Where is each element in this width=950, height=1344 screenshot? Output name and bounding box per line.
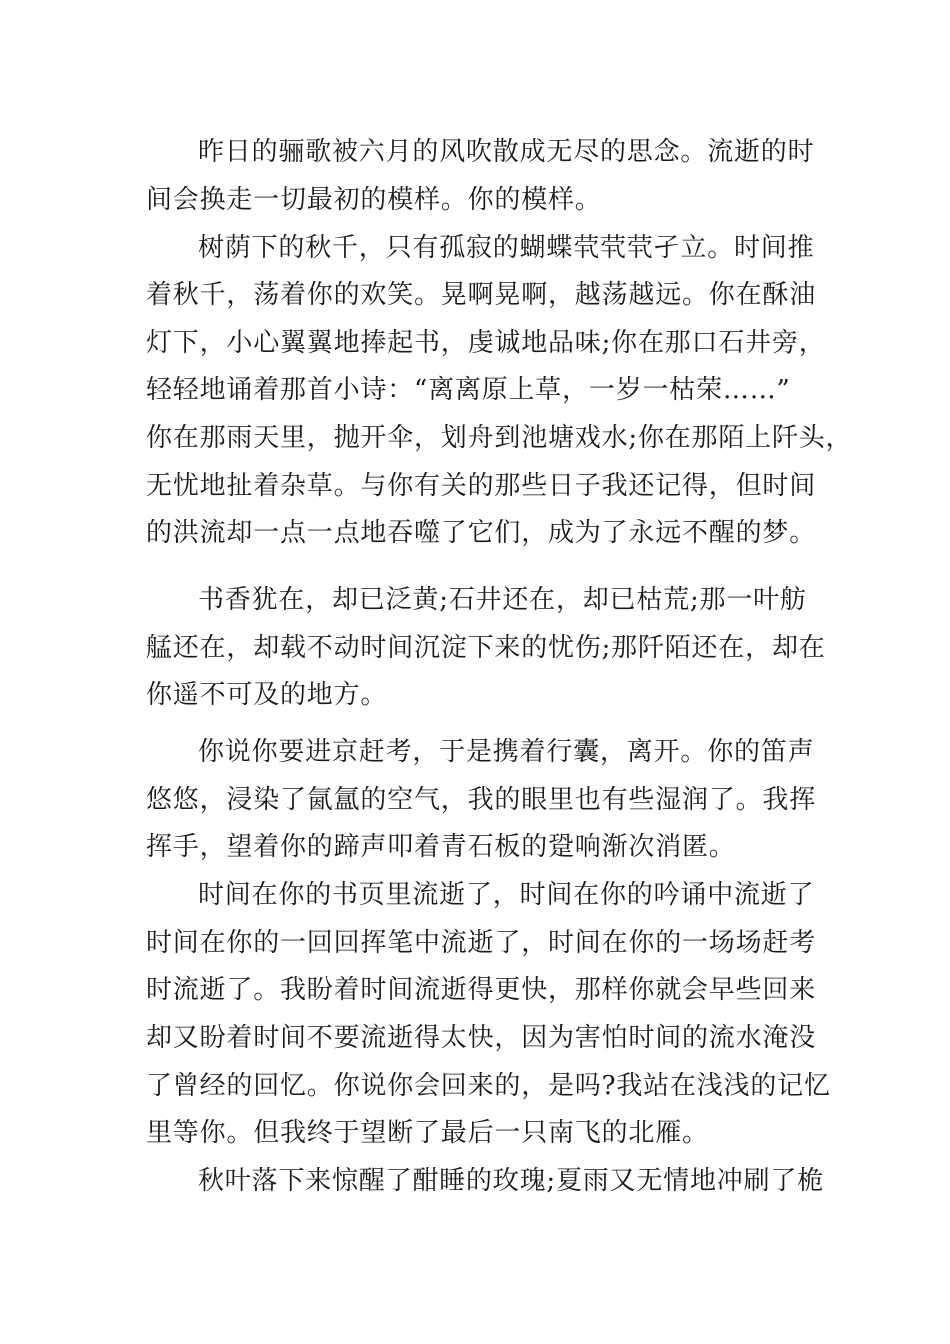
text-line: 悠悠，浸染了氤氲的空气，我的眼里也有些湿润了。我挥: [146, 785, 817, 815]
text-line: 里等你。但我终于望断了最后一只南飞的北雁。: [146, 1118, 709, 1148]
text-line: 你说你要进京赶考，于是携着行囊，离开。你的笛声: [198, 737, 815, 767]
text-line: 了曾经的回忆。你说你会回来的，是吗?我站在浅浅的记忆: [146, 1071, 831, 1101]
text-line: 昨日的骊歌被六月的风吹散成无尽的思念。流逝的时: [198, 137, 815, 167]
text-line: 你遥不可及的地方。: [146, 680, 388, 710]
text-line: 书香犹在，却已泛黄;石井还在，却已枯荒;那一叶舫: [198, 585, 807, 615]
text-line: 树荫下的秋千，只有孤寂的蝴蝶茕茕茕孑立。时间推: [198, 233, 815, 263]
text-line: 间会换走一切最初的模样。你的模样。: [146, 185, 602, 215]
text-line: 挥手，望着你的蹄声叩着青石板的跫响渐次消匿。: [146, 832, 736, 862]
text-line: 艋还在，却载不动时间沉淀下来的忧伤;那阡陌还在，却在: [146, 633, 826, 663]
text-line: 时间在你的书页里流逝了，时间在你的吟诵中流逝了: [198, 880, 815, 910]
text-line: 无忧地扯着杂草。与你有关的那些日子我还记得，但时间: [146, 471, 817, 501]
text-line: 的洪流却一点一点地吞噬了它们，成为了永远不醒的梦。: [146, 518, 817, 548]
text-line: 你在那雨天里，抛开伞，划舟到池塘戏水;你在那陌上阡头，: [146, 423, 853, 453]
text-line: 秋叶落下来惊醒了酣睡的玫瑰;夏雨又无情地冲刷了桅: [198, 1166, 824, 1196]
text-line: 轻轻地诵着那首小诗：“离离原上草，一岁一枯荣……”: [146, 375, 791, 405]
text-line: 时流逝了。我盼着时间流逝得更快，那样你就会早些回来: [146, 975, 817, 1005]
text-line: 却又盼着时间不要流逝得太快，因为害怕时间的流水淹没: [146, 1023, 817, 1053]
text-line: 着秋千，荡着你的欢笑。晃啊晃啊，越荡越远。你在酥油: [146, 280, 817, 310]
text-line: 灯下，小心翼翼地捧起书，虔诚地品味;你在那口石井旁，: [146, 328, 826, 358]
text-line: 时间在你的一回回挥笔中流逝了，时间在你的一场场赶考: [146, 928, 817, 958]
